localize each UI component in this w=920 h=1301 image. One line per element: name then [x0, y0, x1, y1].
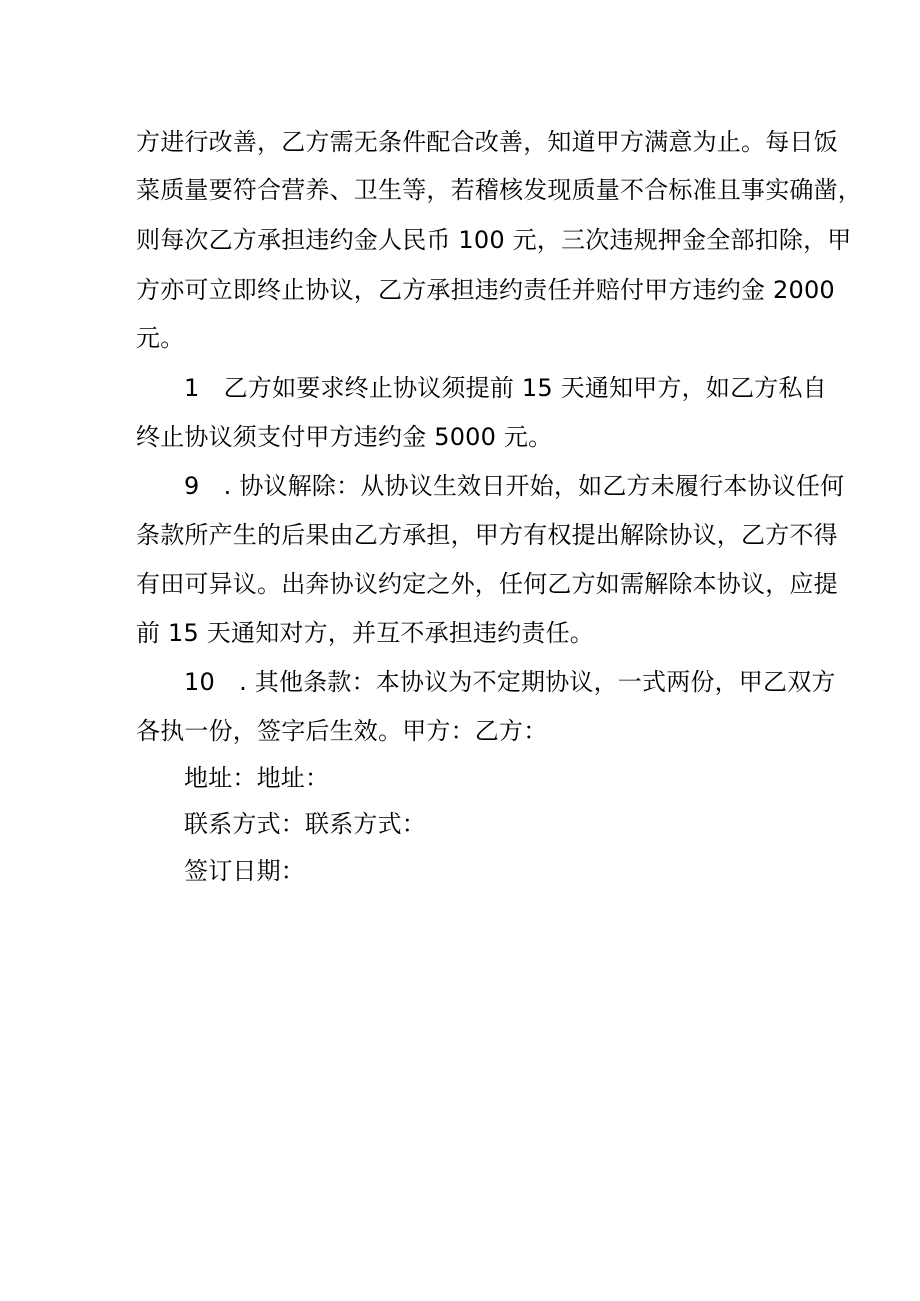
- address-line: 地址：地址：: [184, 764, 330, 792]
- contact-line: 联系方式：联系方式：: [184, 810, 426, 838]
- clause-8-line: 1 乙方如要求终止协议须提前 15 天通知甲方，如乙方私自: [184, 374, 827, 402]
- clause-9-line: 9 . 协议解除：从协议生效日开始，如乙方未履行本协议任何: [184, 472, 845, 500]
- clause-9-line: 前 15 天通知对方，并互不承担违约责任。: [136, 619, 594, 647]
- clause-9-line: 条款所产生的后果由乙方承担，甲方有权提出解除协议，乙方不得: [136, 521, 838, 549]
- sign-date-line: 签订日期：: [184, 857, 305, 885]
- clause-9-line: 有田可异议。出奔协议约定之外，任何乙方如需解除本协议，应提: [136, 570, 838, 598]
- paragraph-line: 方进行改善，乙方需无条件配合改善，知道甲方满意为止。每日饭: [136, 128, 838, 156]
- paragraph-line: 方亦可立即终止协议，乙方承担违约责任并赔付甲方违约金 2000: [136, 276, 835, 304]
- clause-10-line: 10 . 其他条款：本协议为不定期协议，一式两份，甲乙双方: [184, 668, 836, 696]
- paragraph-line: 则每次乙方承担违约金人民币 100 元，三次违规押金全部扣除，甲: [136, 226, 852, 254]
- clause-10-line: 各执一份，签字后生效。甲方：乙方：: [136, 717, 548, 745]
- paragraph-line: 元。: [136, 324, 185, 352]
- clause-8-line: 终止协议须支付甲方违约金 5000 元。: [136, 423, 553, 451]
- paragraph-line: 菜质量要符合营养、卫生等，若稽核发现质量不合标准且事实确凿，: [136, 176, 862, 204]
